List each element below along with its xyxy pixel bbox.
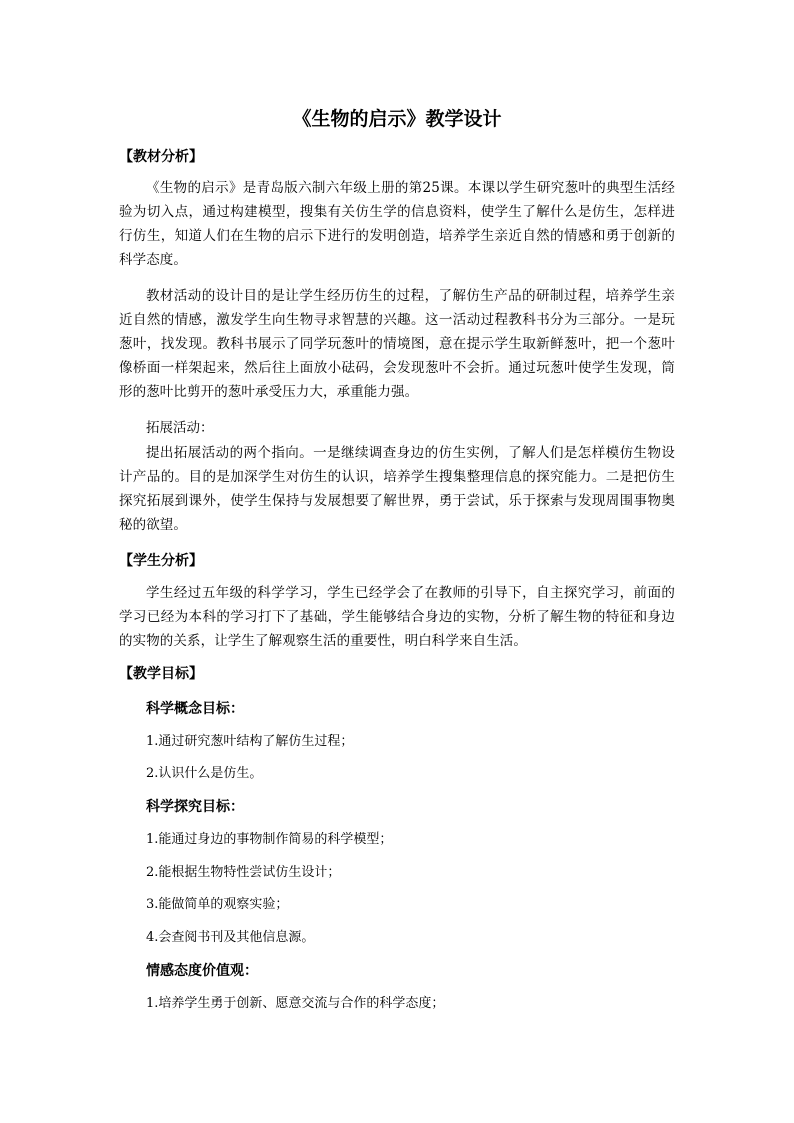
paragraph-activity-design: 教材活动的设计目的是让学生经历仿生的过程，了解仿生产品的研制过程，培养学生亲近自然的情感，激发学生向生物寻求智慧的兴趣。这一活动过程教科书分为三部分。一是玩葱叶，找发现。教科书展示了同学玩葱叶的情境图，意在提示学生取新鲜葱叶，把一个葱叶像桥面一样架起来，然后往上面放小砝码，会发现葱叶不会折。通过玩葱叶使学生发现，筒形的葱叶比剪开的葱叶承受压力大，承重能力强。 [119,288,675,400]
paragraph-textbook-intro: 《生物的启示》是青岛版六制六年级上册的第25课。本课以学生研究葱叶的典型生活经验为切入点，通过构建模型，搜集有关仿生学的信息资料，使学生了解什么是仿生，怎样进行仿生，知道人们在生物的启示下进行的发明创造，培养学生亲近自然的情感和勇于创新的科学态度。 [119,180,675,268]
section-heading-teaching-goals: 【教学目标】 [119,666,203,682]
subheading-attitude-goals: 情感态度价值观： [146,963,258,979]
subheading-concept-goals: 科学概念目标： [146,701,244,717]
inquiry-goal-item: 2.能根据生物特性尝试仿生设计； [146,865,341,880]
inquiry-goal-item: 3.能做简单的观察实验； [146,897,289,912]
subheading-inquiry-goals: 科学探究目标： [146,799,244,815]
inquiry-goal-item: 1.能通过身边的事物制作简易的科学模型； [146,832,393,847]
extension-activity-label: 拓展活动： [146,420,214,436]
section-heading-student-analysis: 【学生分析】 [119,553,203,569]
section-heading-textbook-analysis: 【教材分析】 [119,149,203,165]
concept-goal-item: 1.通过研究葱叶结构了解仿生过程； [146,734,354,749]
paragraph-extension-activity: 提出拓展活动的两个指向。一是继续调查身边的仿生实例，了解人们是怎样模仿生物设计产品的。目的是加深学生对仿生的认识，培养学生搜集整理信息的探究能力。二是把仿生探究拓展到课外，使学生保持与发展想要了解世界，勇于尝试，乐于探索与发现周围事物奥秘的欲望。 [119,445,675,533]
paragraph-student-analysis: 学生经过五年级的科学学习，学生已经学会了在教师的引导下，自主探究学习，前面的学习已经为本科的学习打下了基础，学生能够结合身边的实物，分析了解生物的特征和身边的实物的关系，让学生了解观察生活的重要性，明白科学来自生活。 [119,585,675,649]
attitude-goal-item: 1.培养学生勇于创新、愿意交流与合作的科学态度； [146,996,445,1011]
document-title: 《生物的启示》教学设计 [292,108,502,130]
concept-goal-item: 2.认识什么是仿生。 [146,766,263,781]
inquiry-goal-item: 4.会查阅书刊及其他信息源。 [146,930,315,945]
